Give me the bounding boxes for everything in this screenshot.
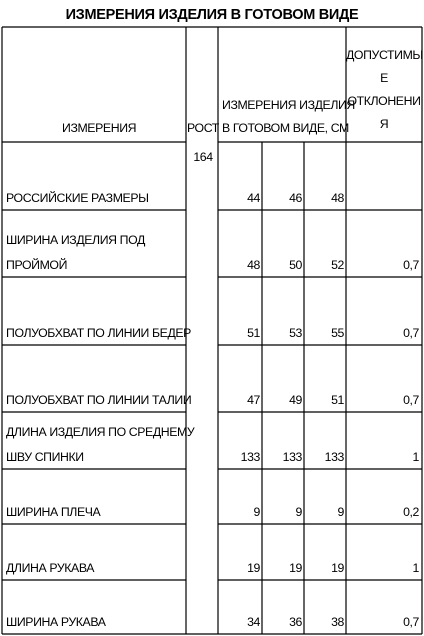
- tolerance-value: 0,2: [403, 505, 419, 519]
- size-value: 36: [289, 615, 302, 629]
- header-tolerance-line: ОТКЛОНЕНИ: [347, 94, 421, 108]
- size-value: 19: [331, 561, 344, 575]
- size-value: 51: [247, 326, 260, 340]
- tolerance-value: 1: [412, 450, 419, 464]
- row-label: ШИРИНА РУКАВА: [6, 615, 106, 629]
- row-label: ПРОЙМОЙ: [6, 258, 68, 272]
- size-value: 19: [247, 561, 260, 575]
- size-value: 48: [331, 191, 344, 205]
- tolerance-value: 1: [412, 561, 419, 575]
- size-value: 9: [253, 505, 260, 519]
- header-height: РОСТ: [187, 121, 219, 135]
- size-value: 46: [289, 191, 302, 205]
- size-value: 50: [289, 258, 302, 272]
- row-label: ДЛИНА РУКАВА: [6, 561, 95, 575]
- size-value: 34: [247, 615, 260, 629]
- height-value: 164: [193, 150, 213, 164]
- size-value: 133: [240, 450, 260, 464]
- size-value: 53: [289, 326, 302, 340]
- tolerance-value: 0,7: [403, 615, 419, 629]
- header-finished-line1: ИЗМЕРЕНИЯ ИЗДЕЛИЯ: [222, 98, 355, 112]
- tolerance-value: 0,7: [403, 326, 419, 340]
- size-value: 19: [289, 561, 302, 575]
- size-value: 49: [289, 393, 302, 407]
- size-value: 9: [337, 505, 344, 519]
- size-value: 9: [295, 505, 302, 519]
- header-finished-line2: В ГОТОВОМ ВИДЕ, СМ: [222, 121, 349, 135]
- size-value: 55: [331, 326, 344, 340]
- row-label: ШВУ СПИНКИ: [6, 450, 84, 464]
- table-title: ИЗМЕРЕНИЯ ИЗДЕЛИЯ В ГОТОВОМ ВИДЕ: [65, 7, 359, 23]
- row-label: ШИРИНА ИЗДЕЛИЯ ПОД: [6, 233, 145, 247]
- size-value: 48: [247, 258, 260, 272]
- size-value: 44: [247, 191, 260, 205]
- tolerance-value: 0,7: [403, 393, 419, 407]
- header-tolerance-line: Я: [379, 117, 389, 131]
- row-label: ДЛИНА ИЗДЕЛИЯ ПО СРЕДНЕМУ: [6, 425, 195, 439]
- header-tolerance-line: ДОПУСТИМЫ: [346, 48, 423, 62]
- header-tolerance-line: Е: [380, 71, 388, 85]
- row-label: РОССИЙСКИЕ РАЗМЕРЫ: [6, 191, 149, 205]
- tolerance-value: 0,7: [403, 258, 419, 272]
- size-value: 133: [324, 450, 344, 464]
- size-value: 51: [331, 393, 344, 407]
- size-value: 38: [331, 615, 344, 629]
- row-label: ШИРИНА ПЛЕЧА: [6, 505, 101, 519]
- size-value: 52: [331, 258, 344, 272]
- size-value: 133: [282, 450, 302, 464]
- header-measurement: ИЗМЕРЕНИЯ: [62, 121, 137, 135]
- row-label: ПОЛУОБХВАТ ПО ЛИНИИ ТАЛИИ: [6, 393, 192, 407]
- size-value: 47: [247, 393, 260, 407]
- row-label: ПОЛУОБХВАТ ПО ЛИНИИ БЕДЕР: [6, 326, 191, 340]
